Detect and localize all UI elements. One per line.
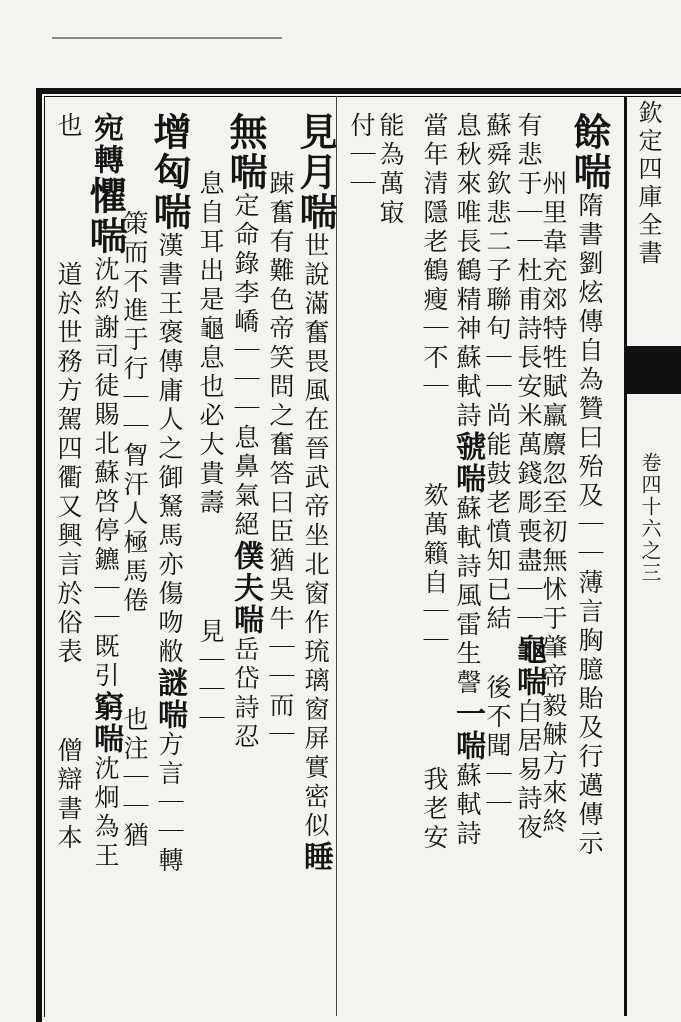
entry-column-4 [485, 112, 510, 819]
headword: 龜喘 [511, 634, 546, 698]
entry-text: 蘇舜欽悲二子聯句｜｜尚能鼓老憤知已結 [483, 112, 512, 634]
headword: 增匈喘 [147, 112, 192, 232]
entry-text: 踈奮有難色帝笑問之奮答曰臣猶吳牛｜｜而｜ [266, 170, 295, 750]
entry-text: 當年清隱老鶴瘦｜不｜ [420, 112, 449, 402]
entry-column-14 [122, 210, 147, 851]
entry-text: 沈炯為王 [91, 755, 120, 871]
entry-text: 見｜｜｜ [196, 618, 225, 734]
headword: 宛轉 [88, 112, 123, 176]
headword: 窮喘 [88, 691, 123, 755]
entry-text: 隋書劉炫傳自為贊曰殆及｜｜薄言胸臆貽及行邁傳示 [575, 192, 604, 859]
entry-text: 欬萬籟自｜｜ [420, 482, 449, 656]
entry-text: 白居易詩夜 [514, 698, 543, 843]
entry-column-7 [378, 112, 403, 228]
entry-text: 有悲于｜｜杜甫詩長安米萬錢彫喪盡｜｜ [514, 112, 543, 634]
entry-text: 我老安 [420, 766, 449, 853]
headword: 懼喘 [83, 176, 128, 256]
entry-column-13 [147, 112, 192, 876]
entry-text: 僧辯書本 [54, 737, 83, 853]
top-rule [52, 37, 282, 39]
entry-text: 也注｜｜猶 [120, 706, 149, 851]
entry-text: 後不聞｜｜ [483, 674, 512, 819]
entry-text: 策而不進于行｜｜胷汗人極馬倦 [120, 210, 149, 616]
entry-text: 息秋來唯長鶴精神蘇軾詩 [453, 112, 482, 431]
entry-text: 世說滿奮畏風在晉武帝坐北窗作琉璃窗屏實密似 [301, 232, 330, 841]
entry-column-16 [56, 112, 81, 853]
headword: 謎喘 [152, 667, 187, 731]
entry-column-11 [223, 112, 268, 752]
entry-text: 方言｜｜轉 [155, 731, 184, 876]
entry-text: 息自耳出是龜息也必大貴壽 [196, 170, 225, 518]
headword: 睡 [298, 841, 333, 873]
headword: 餘喘 [567, 112, 612, 192]
volume-label: 卷四十六之三 [638, 452, 662, 584]
header-separator [624, 96, 627, 1016]
entry-column-1 [567, 112, 612, 859]
entry-text: 蘇軾詩 [453, 762, 482, 849]
headword: 虢喘 [450, 431, 485, 495]
entry-text: 沈約謝司徒賜北蘇啓停鑣｜｜既引 [91, 256, 120, 691]
entry-column-10 [268, 170, 293, 750]
entry-column-5 [450, 112, 485, 849]
entry-text: 州里韋充郊特牲賦羸麖忽至初無怵于肇帝毅觫方來終 [539, 170, 568, 837]
book-title: 欽定四庫全書 [634, 100, 662, 268]
headword: 一喘 [450, 698, 485, 762]
headword: 僕夫喘 [228, 540, 263, 636]
entry-column-15 [83, 112, 128, 871]
entry-column-3 [511, 112, 546, 843]
headword: 見月喘 [293, 112, 338, 232]
column-rule [336, 96, 337, 1016]
fish-tail-block [627, 346, 681, 394]
entry-text: 漢書王褒傳庸人之御駑馬亦傷吻敝 [155, 232, 184, 667]
entry-text: 能為萬㝡 [376, 112, 405, 228]
entry-column-8 [349, 112, 374, 199]
entry-column-2 [541, 170, 566, 837]
headword: 無喘 [223, 112, 268, 192]
entry-text: 也 [54, 112, 83, 141]
entry-column-9 [293, 112, 338, 873]
entry-column-12 [198, 170, 223, 734]
entry-text: 蘇軾詩風雷生謦 [453, 495, 482, 698]
entry-text: 岳岱詩忍 [231, 636, 260, 752]
entry-text: 道於世務方駕四衢又興言於俗表 [54, 261, 83, 667]
entry-text: 定命錄李嶠｜｜｜息鼻氣絕 [231, 192, 260, 540]
entry-column-6 [422, 112, 447, 853]
entry-text: 付｜｜ [347, 112, 376, 199]
